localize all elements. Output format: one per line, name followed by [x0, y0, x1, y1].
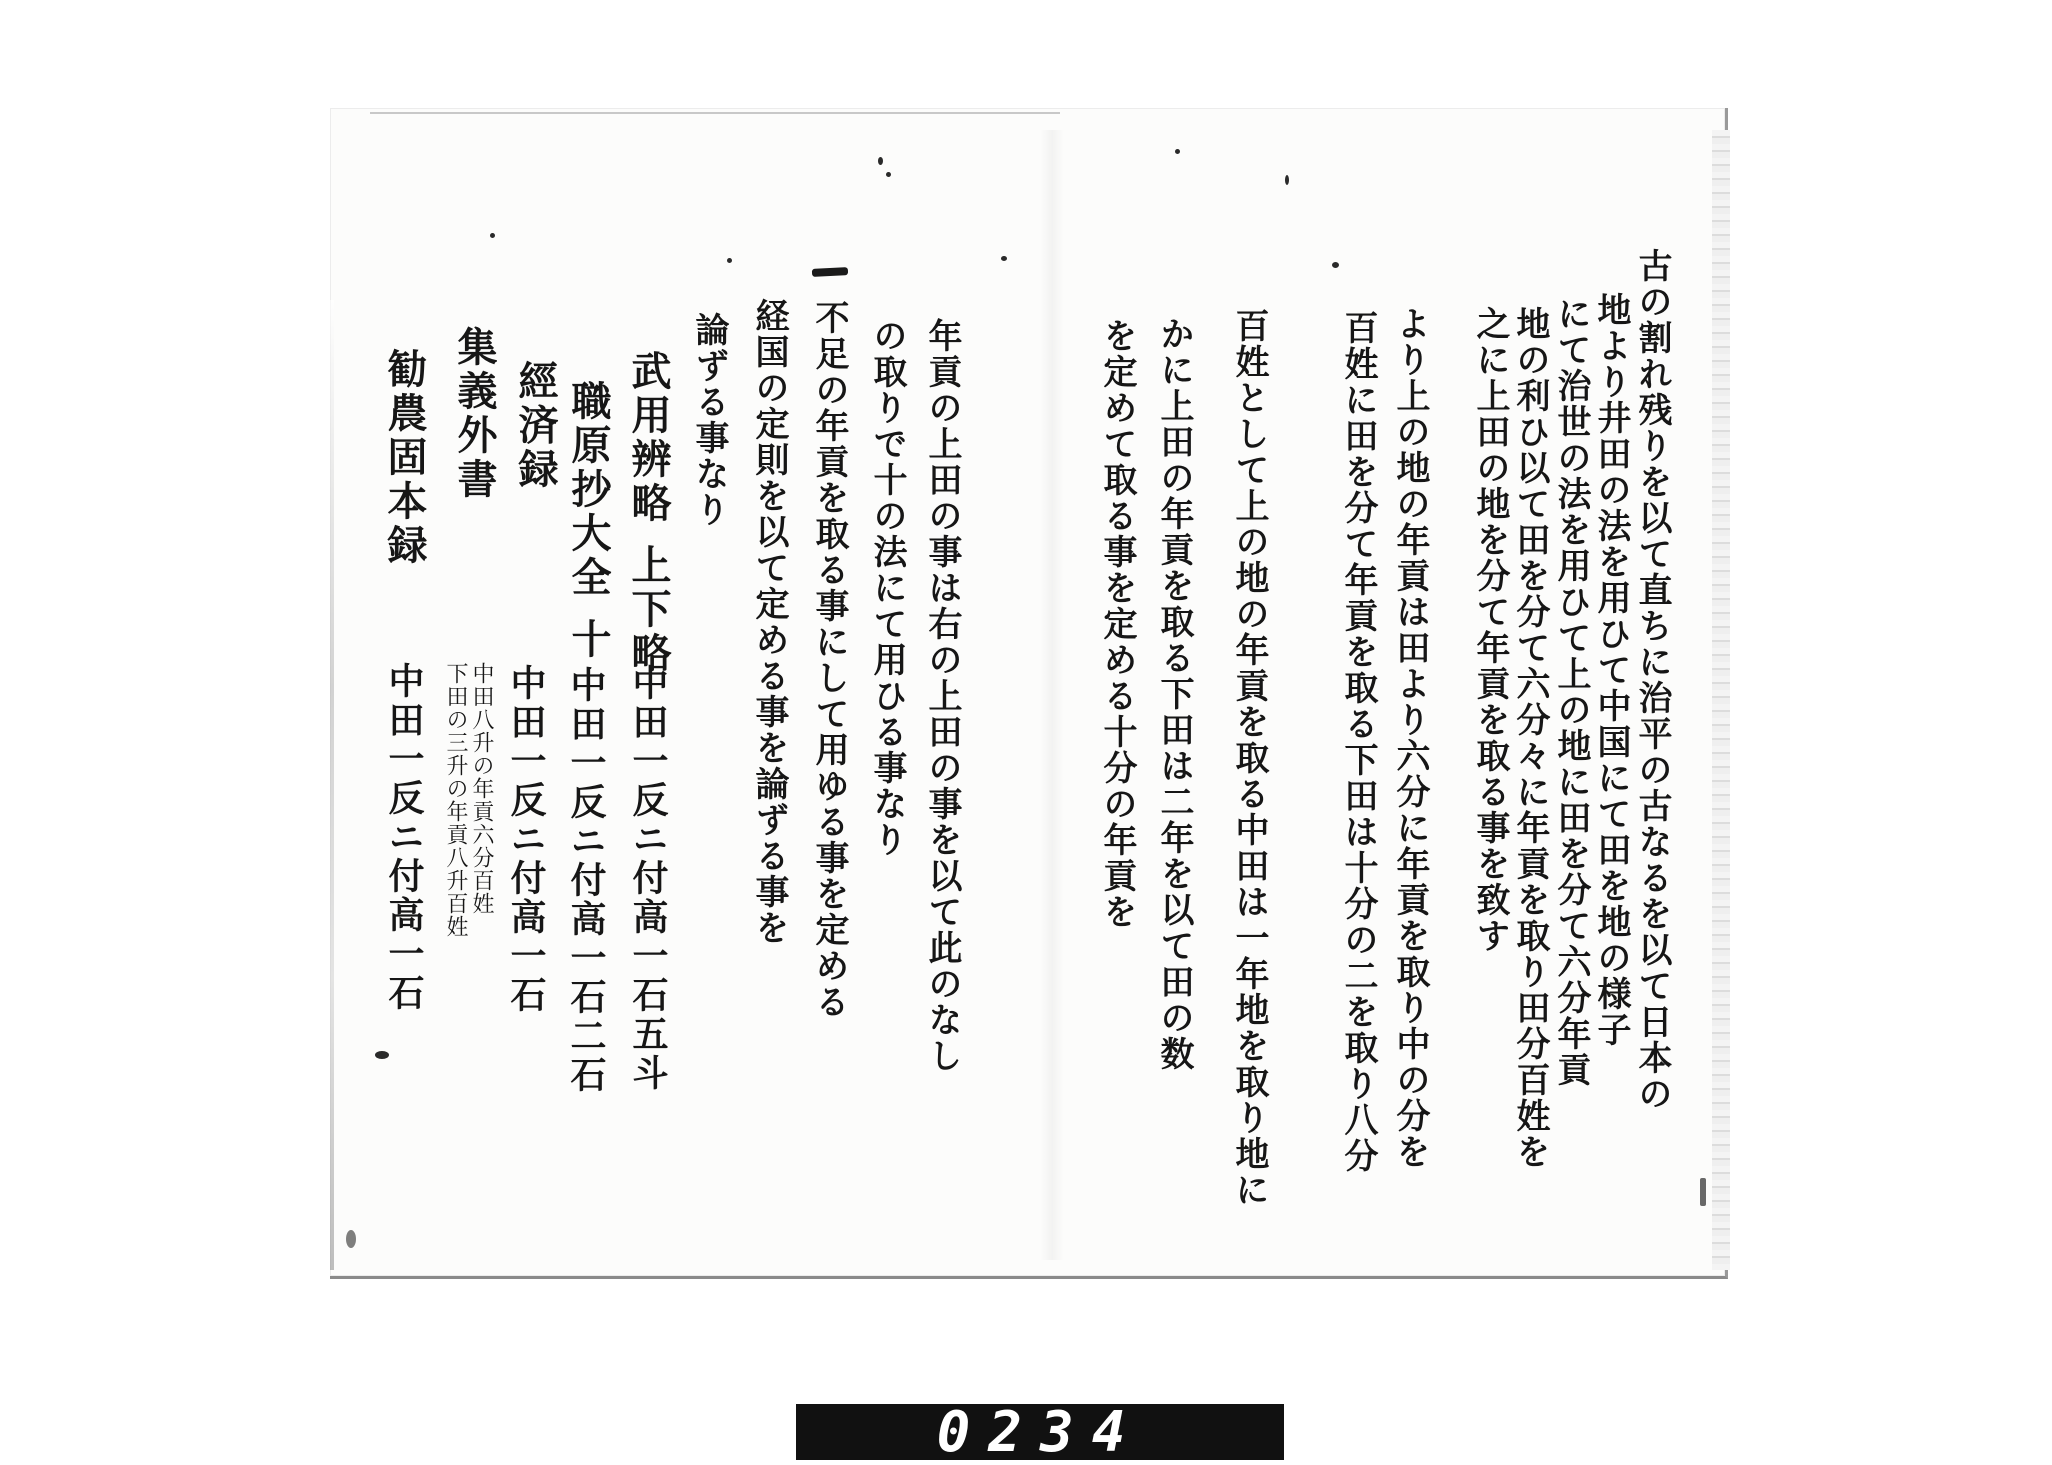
text-column: 不足の年貢を取る事にして用ゆる事を定める	[809, 300, 849, 1020]
reference-value: 中田一反ニ付高一石	[505, 664, 547, 1015]
reference-note: 下田の三升の年貢八升百姓	[443, 662, 468, 938]
page-right-edge	[1712, 130, 1730, 1270]
text-column: かに上田の年貢を取る下田は二年を以て田の数	[1154, 316, 1194, 1072]
ink-speck	[878, 157, 883, 165]
page-gutter	[1040, 130, 1064, 1260]
reference-value: 中田一反ニ付高一石二石	[565, 666, 607, 1095]
reference-title: 集義外書	[451, 326, 498, 502]
text-column: 百姓に田を分て年貢を取る下田は十分の二を取り八分	[1338, 310, 1378, 1174]
ink-speck	[727, 258, 732, 263]
text-column: 論ずる事なり	[689, 312, 729, 528]
page-top-edge	[370, 112, 1060, 114]
reference-title: 勧農固本録	[381, 348, 428, 568]
ink-speck	[1285, 175, 1289, 185]
reference-title: 經済録	[512, 360, 559, 492]
text-column: の取りで十の法にて用ひる事なり	[867, 318, 907, 858]
page-left-edge	[330, 300, 334, 1270]
page-number-stamp	[796, 1400, 1284, 1465]
ink-speck	[1001, 256, 1007, 261]
ink-speck	[1700, 1178, 1706, 1206]
page-number: 0234	[936, 1400, 1144, 1465]
text-column: 年貢の上田の事は右の上田の事を以て此のなし	[922, 318, 962, 1074]
reference-value: 中田一反ニ付高一石	[383, 662, 425, 1013]
reference-title: 職原抄大全 十	[565, 380, 612, 662]
reference-title: 武用辨略 上下略	[625, 350, 672, 676]
ink-speck	[1332, 262, 1339, 268]
ink-speck	[1175, 149, 1180, 154]
text-column: 経国の定則を以て定める事を論ずる事を	[749, 298, 789, 946]
ink-speck	[490, 233, 495, 238]
text-column: にて治世の法を用ひて上の地に田を分て六分年貢	[1551, 296, 1591, 1088]
text-column: より上の地の年貢は田より六分に年貢を取り中の分を	[1390, 306, 1430, 1170]
reference-note: 中田八升の年貢六分百姓	[469, 662, 494, 915]
text-column: 地より井田の法を用ひて中国にて田を地の様子	[1591, 292, 1631, 1048]
text-column: を定めて取る事を定める十分の年貢を	[1097, 318, 1137, 930]
text-column: 之に上田の地を分て年貢を取る事を致す	[1470, 306, 1510, 954]
text-column: 地の利ひ以て田を分て六分々に年貢を取り田分百姓を	[1510, 306, 1550, 1170]
ink-speck	[886, 172, 891, 177]
reference-value: 中田一反ニ付高一石五斗	[627, 664, 669, 1093]
ink-speck	[346, 1230, 356, 1248]
text-column: 古の割れ残りを以て直ちに治平の古なるを以て日本の	[1632, 248, 1672, 1112]
ink-speck	[375, 1051, 389, 1059]
text-column: 百姓として上の地の年貢を取る中田は一年地を取り地に	[1229, 308, 1269, 1208]
